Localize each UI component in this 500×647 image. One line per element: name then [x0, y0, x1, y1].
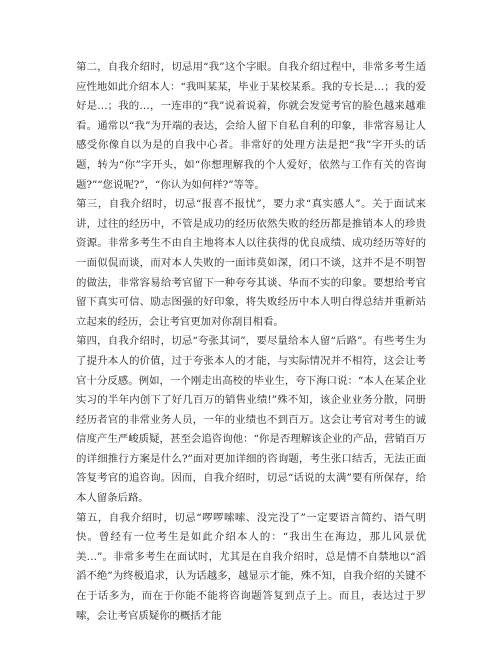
- paragraph-third-point: 第三，自我介绍时，切忌“报喜不报忧”，要力求“真实感人”。关于面试来讲，过往的经历中，不管是成功的经历依然失败的经历都是推销本人的珍贵资源。非常多考生不由自主地将本人以往获得的优良成绩、成功经历等好的一面似侃而谈，而对本人失败的一面讳莫如深，闭口不谈，这并不是不明智的做法，非常容易给考官留下一种夸夸其谈、华而不实的印象。要想给考官留下真实可信、励志图强的好印象，将失败经历中本人明白得总结并重新站立起来的经历，会让考官更加对你刮目相看。: [76, 198, 426, 328]
- document-body: [76, 58, 426, 626]
- paragraph-second-point: 第二，自我介绍时，切忌用“我”这个字眼。自我介绍过程中，非常多考生适应性地如此介绍本人：“我叫某某，毕业于某校某系。我的专长是…；我的爱好是…；我的…，一连串的“我”说着说着，你就会发觉考官的脸色越来越难看。通常以“我”为开端的表达，会给人留下自私自利的印象，非常容易让人感受你像自以为是的自我中心者。非常好的处理方法是把“我”字开头的话题，转为“你”字开头，如“你想理解我的个人爱好，依然与工作有关的咨询题?”“您说呢?”，“你认为如何样?”等等。: [76, 61, 426, 191]
- paragraph-fourth-point: 第四，自我介绍时，切忌“夸张其词”，要尽量给本人留“后路”。有些考生为了提升本人的价值，过于夸张本人的才能，与实际情况并不相符，这会让考官十分反感。例如，一个刚走出高校的毕业生，夸下海口说：“本人在某企业实习的半年内创下了好几百万的销售业绩!”殊不知，该企业业务分散，同册经历者官的非常业务人员，一年的业绩也不到百万。这会让考官对考生的诚信度产生严峻质疑，甚至会追咨询他：“你是否理解该企业的产品，营销百万的详细推行方案是什么?”面对更加详细的咨询题，考生张口结舌，无法正面答复考官的追咨询。因而，自我介绍时，切忌“话说的太满”要有所保存，给本人留条后路。: [76, 335, 426, 505]
- paragraph-fifth-point: 第五，自我介绍时，切忌“啰啰嗦嗦、没完没了”一定要语言简约、语气明快。曾经有一位考生是如此介绍本人的：“我出生在海边，那儿风景优美…”。非常多考生在面试时，尤其是在自我介绍时，总是情不自禁地以“滔滔不绝”为终极追求，认为话越多，越显示才能，殊不知，自我介绍的关键不在于话多为，而在于你能不能将咨询题答复到点子上。而且，表达过于罗嗦，会让考官质疑你的概括才能: [76, 511, 426, 622]
